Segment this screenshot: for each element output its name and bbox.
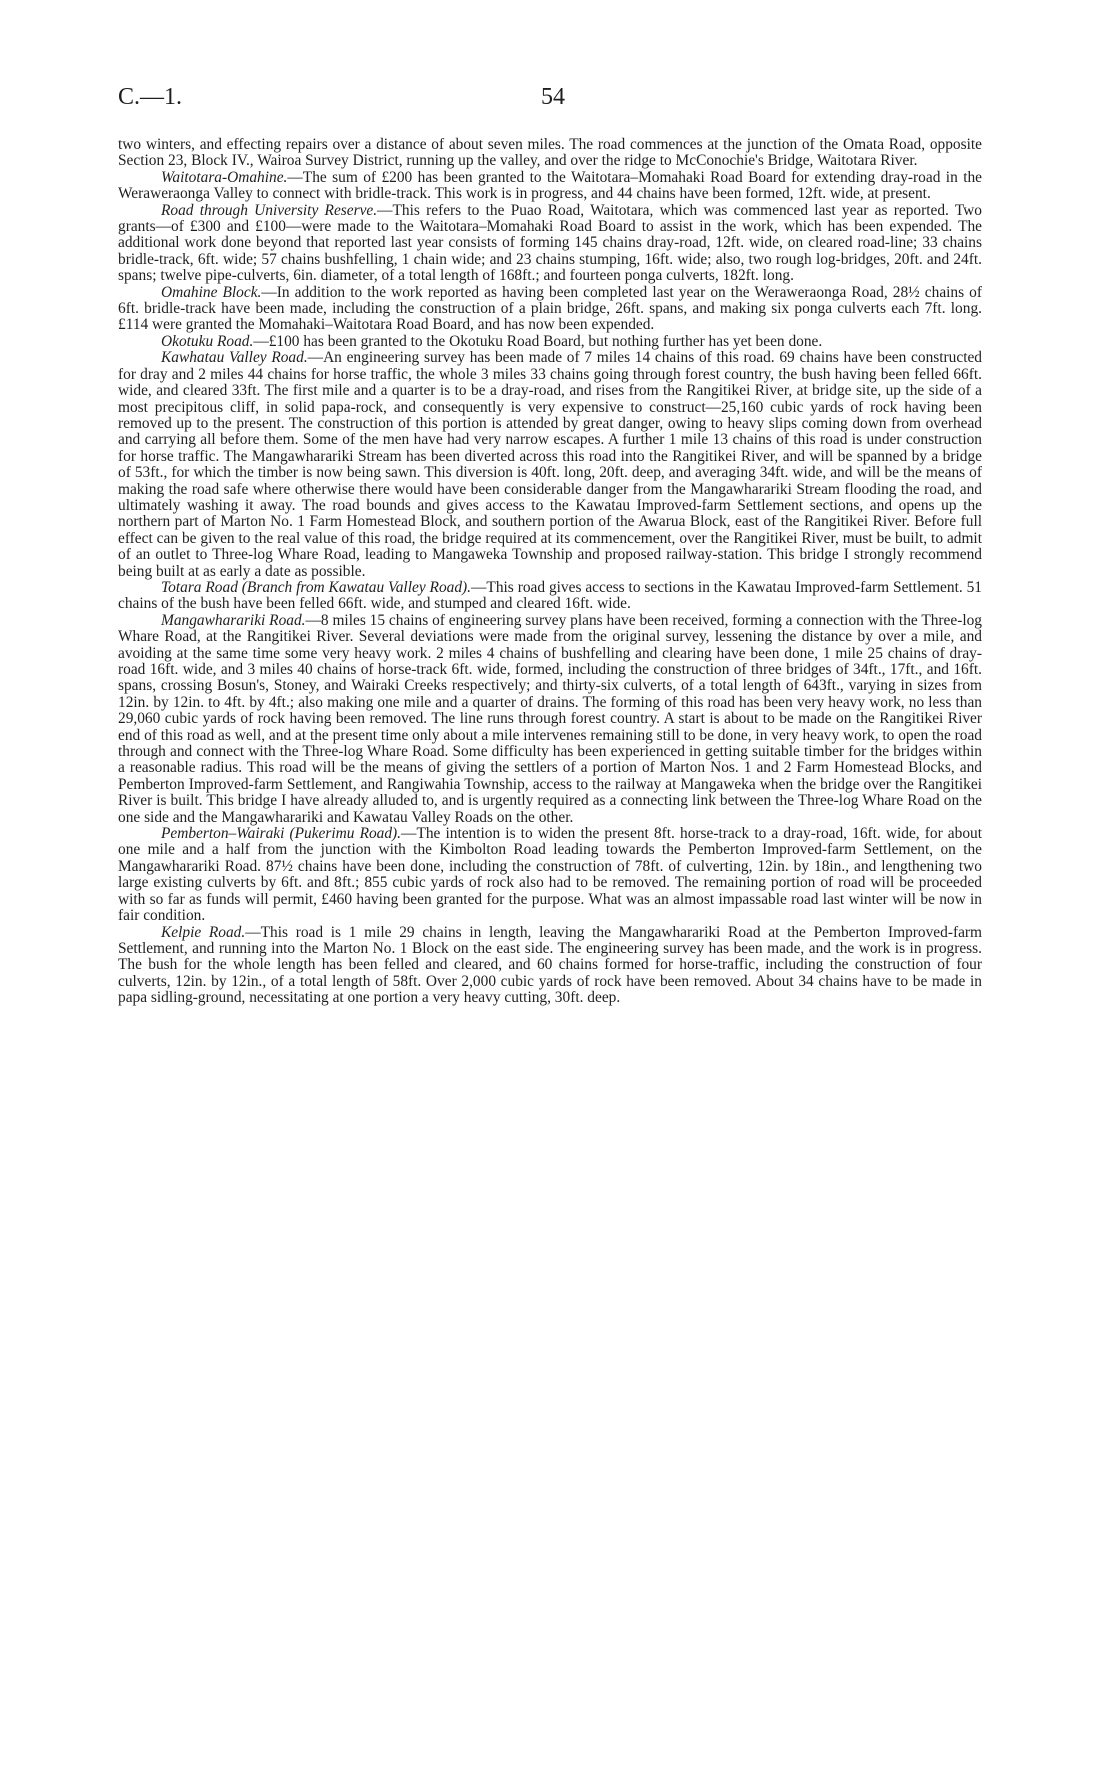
paragraph-text: —The sum of £200 has been granted to the Waitotara–Momahaki Road Board for extending dray-road in the Weraweraonga Valley to connect with bridle-track. This work is in progress, and 44 chains have been formed, 12ft. wide, at present. bbox=[118, 168, 982, 203]
paragraph-text: —An engineering survey has been made of 7 miles 14 chains of this road. 69 chains have been constructed for dray and 2 miles 44 chains for horse traffic, the whole 3 miles 33 chains going through forest country, the bush having been felled 66ft. wide, and cleared 33ft. The first mile and a quarter is to be a dray-road, and rises from the Rangitikei River, at bridge site, up the side of a most precipitous cliff, in solid papa-rock, and consequently is very expensive to construct—25,160 cubic yards of rock having been removed up to the present. The construction of this portion is attended by great danger, owing to heavy slips coming down from overhead and carrying all before them. Some of the men have had very narrow escapes. A further 1 mile 13 chains of this road is under construction for horse traffic. The Mangawharariki Stream has been diverted across this road into the Rangitikei River, and will be spanned by a bridge of 53ft., for which the timber is now being sawn. This diversion is 40ft. long, 20ft. deep, and averaging 34ft. wide, and will be the means of making the road safe where otherwise there would have been considerable danger from the Mangawharariki Stream flooding the road, and ultimately washing it away. The road bounds and gives access to the Kawatau Improved-farm Settlement sections, and opens up the northern part of Marton No. 1 Farm Homestead Block, and southern portion of the Awarua Block, east of the Rangitikei River. Before full effect can be given to the real value of this road, the bridge required at its commencement, over the Rangitikei River, must be built, to admit of an outlet to Three-log Whare Road, leading to Mangaweka Township and proposed railway-station. This bridge I strongly recommend being built at as early a date as possible. bbox=[118, 349, 982, 580]
page-number: 54 bbox=[541, 84, 565, 110]
paragraph bbox=[118, 826, 982, 924]
paragraph bbox=[118, 137, 982, 170]
paragraph-text: —8 miles 15 chains of engineering survey plans have been received, forming a connection with the Three-log Whare Road, at the Rangitikei River. Several deviations were made from the original survey, lessening the distance by over a mile, and avoiding at the same time some very heavy work. 2 miles 4 chains of bushfelling and clearing have been done, 1 mile 25 chains of dray-road 16ft. wide, and 3 miles 40 chains of horse-track 6ft. wide, formed, including the construction of three bridges of 34ft., 17ft., and 16ft. spans, crossing Bosun's, Stoney, and Wairaki Creeks respectively; and thirty-six culverts, of a total length of 643ft., varying in sizes from 12in. by 12in. to 4ft. by 4ft.; also making one mile and a quarter of drains. The forming of this road has been very heavy work, no less than 29,060 cubic yards of rock having been removed. The line runs through forest country. A start is about to be made on the Rangitikei River end of this road as well, and at the present time only about a mile intervenes remaining still to be done, in very heavy work, to open the road through and connect with the Three-log Whare Road. Some difficulty has been experienced in getting suitable timber for the bridges within a reasonable radius. This road will be the means of giving the settlers of a portion of Marton Nos. 1 and 2 Farm Homestead Blocks, and Pemberton Improved-farm Settlement, and Rangiwahia Township, access to the railway at Mangaweka when the bridge over the Rangitikei River is built. This bridge I have already alluded to, and is urgently required as a connecting link between the Three-log Whare Road on the one side and the Mangawharariki and Kawatau Valley Roads on the other. bbox=[118, 611, 982, 826]
paragraph bbox=[118, 613, 982, 826]
paragraph-text: —£100 has been granted to the Okotuku Road Board, but nothing further has yet been done. bbox=[253, 332, 823, 350]
paragraph bbox=[118, 170, 982, 203]
paragraph-heading: Road through University Reserve. bbox=[161, 201, 378, 219]
paragraph-heading: Okotuku Road. bbox=[161, 332, 254, 350]
paragraph-heading: Mangawharariki Road. bbox=[161, 611, 306, 629]
paragraph-heading: Totara Road (Branch from Kawatau Valley Road). bbox=[161, 578, 472, 596]
paragraph bbox=[118, 350, 982, 580]
paragraph-text: —This road gives access to sections in the Kawatau Improved-farm Settlement. 51 chains of the bush have been felled 66ft. wide, and stumped and cleared 16ft. wide. bbox=[118, 578, 982, 613]
paragraph-heading: Kelpie Road. bbox=[161, 923, 246, 941]
paragraph-text: —This road is 1 mile 29 chains in length, leaving the Mangawharariki Road at the Pemberton Improved-farm Settlement, and running into the Marton No. 1 Block on the east side. The engineering survey has been made, and the work is in progress. The bush for the whole length has been felled and cleared, and 60 chains formed for horse-traffic, including the construction of four culverts, 12in. by 12in., of a total length of 58ft. Over 2,000 cubic yards of rock have been removed. About 34 chains have to be made in papa sidling-ground, necessitating at one portion a very heavy cutting, 30ft. deep. bbox=[118, 923, 983, 1007]
paragraph-text: two winters, and effecting repairs over a distance of about seven miles. The road commences at the junction of the Omata Road, opposite Section 23, Block IV., Wairoa Survey District, running up the valley, and over the ridge to McConochie's Bridge, Waitotara River. bbox=[118, 136, 982, 170]
paragraph-text: —This refers to the Puao Road, Waitotara, which was commenced last year as reported. Two grants—of £300 and £100—were made to the Waitotara–Momahaki Road Board to assist in the work, which has been expended. The additional work done beyond that reported last year consists of forming 145 chains dray-road, 12ft. wide, on cleared road-line; 33 chains bridle-track, 6ft. wide; 57 chains bushfelling, 1 chain wide; and 23 chains stumping, 16ft. wide; also, two rough log-bridges, 20ft. and 24ft. spans; twelve pipe-culverts, 6in. diameter, of a total length of 168ft.; and fourteen ponga culverts, 182ft. long. bbox=[118, 201, 982, 285]
paragraph-heading: Omahine Block. bbox=[161, 283, 262, 301]
page-header bbox=[118, 84, 988, 124]
paragraph-heading: Kawhatau Valley Road. bbox=[161, 349, 308, 367]
report-body bbox=[118, 137, 982, 1007]
paragraph bbox=[118, 925, 982, 1007]
report-reference: C.—1. bbox=[118, 84, 183, 110]
paragraph-heading: Pemberton–Wairaki (Pukerimu Road). bbox=[161, 825, 402, 843]
paragraph bbox=[118, 334, 982, 350]
paragraph-text: —In addition to the work reported as having been completed last year on the Weraweraonga Road, 28½ chains of 6ft. bridle-track have been made, including the construction of a plain bridge, 26ft. spans, and making six ponga culverts each 7ft. long. £114 were granted the Momahaki–Waitotara Road Board, and has now been expended. bbox=[118, 283, 983, 334]
paragraph-heading: Waitotara-Omahine. bbox=[161, 168, 288, 186]
paragraph bbox=[118, 203, 982, 285]
paragraph-text: —The intention is to widen the present 8ft. horse-track to a dray-road, 16ft. wide, for about one mile and a half from the junction with the Kimbolton Road leading towards the Pemberton Improved-farm Settlement, on the Mangawharariki Road. 87½ chains have been done, including the construction of 78ft. of culverting, 12in. by 18in., and lengthening two large existing culverts by 6ft. and 8ft.; 855 cubic yards of rock also had to be removed. The remaining portion of road will be proceeded with so far as funds will permit, £460 having been granted for the purpose. What was an almost impassable road last winter will be now in fair condition. bbox=[118, 825, 982, 925]
paragraph bbox=[118, 580, 982, 613]
paragraph bbox=[118, 285, 982, 334]
